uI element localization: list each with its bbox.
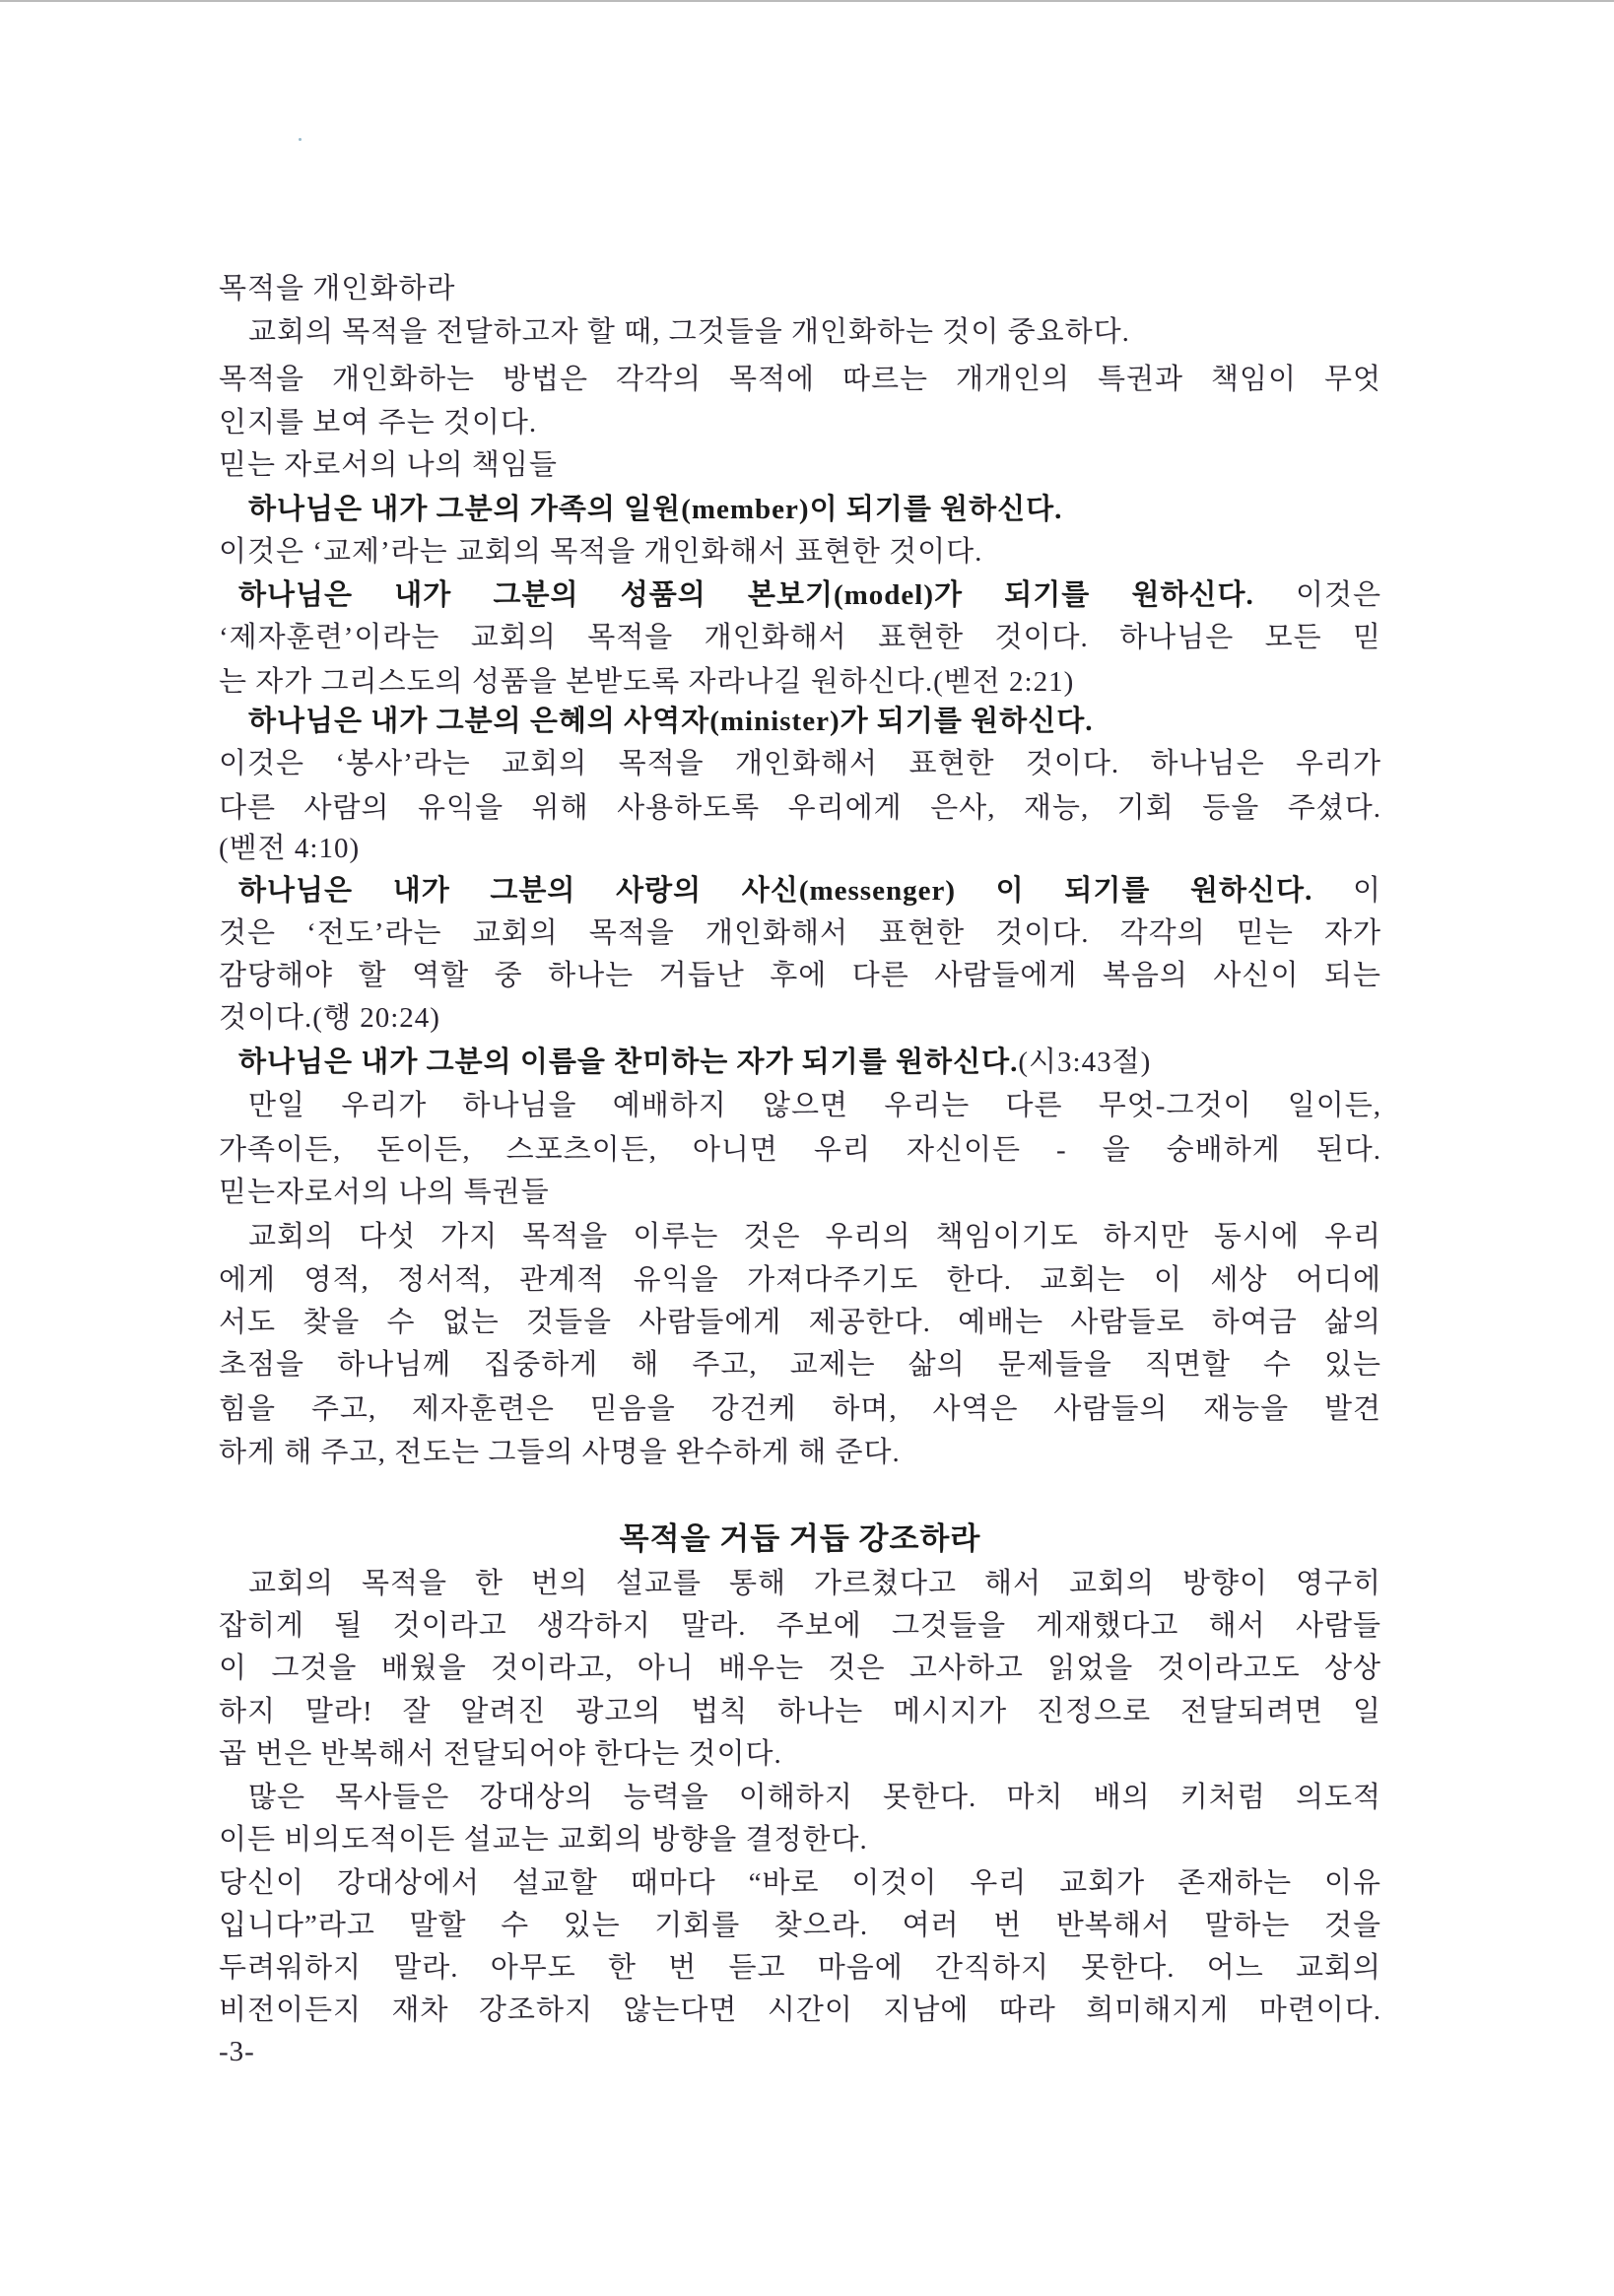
text-line xyxy=(219,829,1381,868)
text-span: 힘을 주고, 제자훈련은 믿음을 강건케 하며, 사역은 사람들의 재능을 발견 xyxy=(219,1393,1381,1425)
bold-text: 하나님은 내가 그분의 성품의 본보기(model)가 되기를 원하신다. xyxy=(238,579,1254,611)
text-span: 믿는 자로서의 나의 책임들 xyxy=(219,449,558,481)
text-span: 이것은 xyxy=(1253,579,1381,611)
text-line xyxy=(219,360,1381,399)
text-line xyxy=(219,998,1381,1038)
text-line xyxy=(219,618,1381,657)
text-line xyxy=(248,1564,1381,1603)
text-line xyxy=(219,403,1381,442)
text-span: 목적을 개인화하라 xyxy=(219,273,456,304)
text-span: 입니다”라고 말할 수 있는 기회를 찾으라. 여러 번 반복해서 말하는 것을 xyxy=(219,1910,1381,1941)
text-span: 목적을 개인화하는 방법은 각각의 목적에 따르는 개개인의 특권과 책임이 무엇 xyxy=(219,364,1381,395)
text-span: 이 xyxy=(1312,875,1382,907)
text-line xyxy=(219,744,1381,783)
text-span: 만일 우리가 하나님을 예배하지 않으면 우리는 다른 무엇-그것이 일이든, xyxy=(248,1090,1381,1121)
text-span: 다른 사람의 유익을 위해 사용하도록 우리에게 은사, 재능, 기회 등을 주셨다. xyxy=(219,792,1381,824)
scan-speck xyxy=(299,138,302,141)
text-span: 감당해야 할 역할 중 하나는 거듭난 후에 다른 사람들에게 복음의 사신이 되는 xyxy=(219,960,1381,991)
text-line xyxy=(248,702,1381,741)
text-line xyxy=(219,1345,1381,1384)
text-line xyxy=(219,1389,1381,1429)
bold-text: 하나님은 내가 그분의 사랑의 사신(messenger) 이 되기를 원하신다. xyxy=(238,875,1313,907)
text-span: 이것은 ‘봉사’라는 교회의 목적을 개인화해서 표현한 것이다. 하나님은 우리가 xyxy=(219,748,1381,779)
text-span: 가족이든, 돈이든, 스포츠이든, 아니면 우리 자신이든 - 을 숭배하게 된다. xyxy=(219,1134,1381,1166)
text-span: 것은 ‘전도’라는 교회의 목적을 개인화해서 표현한 것이다. 각각의 믿는 자가 xyxy=(219,917,1381,949)
text-line xyxy=(219,1991,1381,2030)
text-line xyxy=(248,312,1381,352)
text-line xyxy=(219,1260,1381,1300)
text-span: 교회의 다섯 가지 목적을 이루는 것은 우리의 책임이기도 하지만 동시에 우리 xyxy=(248,1221,1381,1252)
text-line xyxy=(238,575,1381,615)
text-span: 교회의 목적을 전달하고자 할 때, 그것들을 개인화하는 것이 중요하다. xyxy=(248,316,1130,348)
text-line xyxy=(219,269,1381,308)
text-line xyxy=(219,1173,1381,1212)
text-span: 이 그것을 배웠을 것이라고, 아니 배우는 것은 고사하고 읽었을 것이라고도 상상 xyxy=(219,1653,1381,1684)
scan-edge-line xyxy=(0,0,1614,2)
text-line xyxy=(219,1692,1381,1731)
text-line xyxy=(219,1820,1381,1859)
text-span: 두려워하지 말라. 아무도 한 번 듣고 마음에 간직하지 못한다. 어느 교회의 xyxy=(219,1952,1381,1984)
section-heading xyxy=(219,1519,1381,1559)
text-span: (시3:43절) xyxy=(1018,1047,1152,1078)
text-line xyxy=(248,1778,1381,1817)
text-line xyxy=(219,913,1381,953)
text-span: 서도 찾을 수 없는 것들을 사람들에게 제공한다. 예배는 사람들로 하여금 삶의 xyxy=(219,1307,1381,1338)
bold-text: 하나님은 내가 그분의 이름을 찬미하는 자가 되기를 원하신다. xyxy=(238,1047,1019,1078)
bold-text: 목적을 거듭 거듭 강조하라 xyxy=(619,1521,981,1556)
text-span: 는 자가 그리스도의 성품을 본받도록 자라나길 원하신다.(벧전 2:21) xyxy=(219,666,1075,698)
text-span: (벧전 4:10) xyxy=(219,833,361,864)
text-line xyxy=(238,871,1381,911)
text-span: 이든 비의도적이든 설교는 교회의 방향을 결정한다. xyxy=(219,1824,868,1856)
text-line xyxy=(219,1606,1381,1646)
bold-text: 하나님은 내가 그분의 은혜의 사역자(minister)가 되기를 원하신다. xyxy=(248,706,1094,737)
text-span: 잡히게 될 것이라고 생각하지 말라. 주보에 그것들을 게재했다고 해서 사람들 xyxy=(219,1610,1381,1642)
text-line xyxy=(219,1130,1381,1170)
text-span: ‘제자훈련’이라는 교회의 목적을 개인화해서 표현한 것이다. 하나님은 모든 믿 xyxy=(219,622,1381,653)
text-line xyxy=(248,1086,1381,1125)
text-span: 초점을 하나님께 집중하게 해 주고, 교제는 삶의 문제들을 직면할 수 있는 xyxy=(219,1349,1381,1381)
text-line xyxy=(219,1303,1381,1342)
text-span: 하게 해 주고, 전도는 그들의 사명을 완수하게 해 준다. xyxy=(219,1437,901,1468)
text-line xyxy=(219,956,1381,995)
text-line xyxy=(219,1948,1381,1988)
text-line xyxy=(248,1217,1381,1256)
text-span: 것이다.(행 20:24) xyxy=(219,1002,440,1034)
text-span: 많은 목사들은 강대상의 능력을 이해하지 못한다. 마치 배의 키처럼 의도적 xyxy=(248,1782,1381,1813)
text-line xyxy=(219,1734,1381,1774)
text-span: 믿는자로서의 나의 특권들 xyxy=(219,1177,550,1208)
text-span: 이것은 ‘교제’라는 교회의 목적을 개인화해서 표현한 것이다. xyxy=(219,536,983,568)
text-line xyxy=(219,788,1381,828)
text-line xyxy=(238,1043,1381,1082)
text-span: 인지를 보여 주는 것이다. xyxy=(219,407,538,439)
text-span: 교회의 목적을 한 번의 설교를 통해 가르쳤다고 해서 교회의 방향이 영구히 xyxy=(248,1568,1381,1599)
text-line xyxy=(219,1906,1381,1945)
text-line xyxy=(248,490,1381,529)
text-line xyxy=(219,1863,1381,1903)
text-span: 곱 번은 반복해서 전달되어야 한다는 것이다. xyxy=(219,1738,782,1770)
text-line xyxy=(219,445,1381,485)
text-span: 비전이든지 재차 강조하지 않는다면 시간이 지남에 따라 희미해지게 마련이다. xyxy=(219,1994,1381,2026)
page-number: -3- xyxy=(219,2036,255,2067)
text-span: 에게 영적, 정서적, 관계적 유익을 가져다주기도 한다. 교회는 이 세상 어디에 xyxy=(219,1264,1381,1296)
text-span: 당신이 강대상에서 설교할 때마다 “바로 이것이 우리 교회가 존재하는 이유 xyxy=(219,1867,1381,1899)
text-line xyxy=(219,532,1381,572)
text-line xyxy=(219,1433,1381,1472)
bold-text: 하나님은 내가 그분의 가족의 일원(member)이 되기를 원하신다. xyxy=(248,494,1063,525)
text-line xyxy=(219,1649,1381,1688)
text-span: 하지 말라! 잘 알려진 광고의 법칙 하나는 메시지가 진정으로 전달되려면 일 xyxy=(219,1696,1381,1727)
text-line xyxy=(219,662,1381,702)
